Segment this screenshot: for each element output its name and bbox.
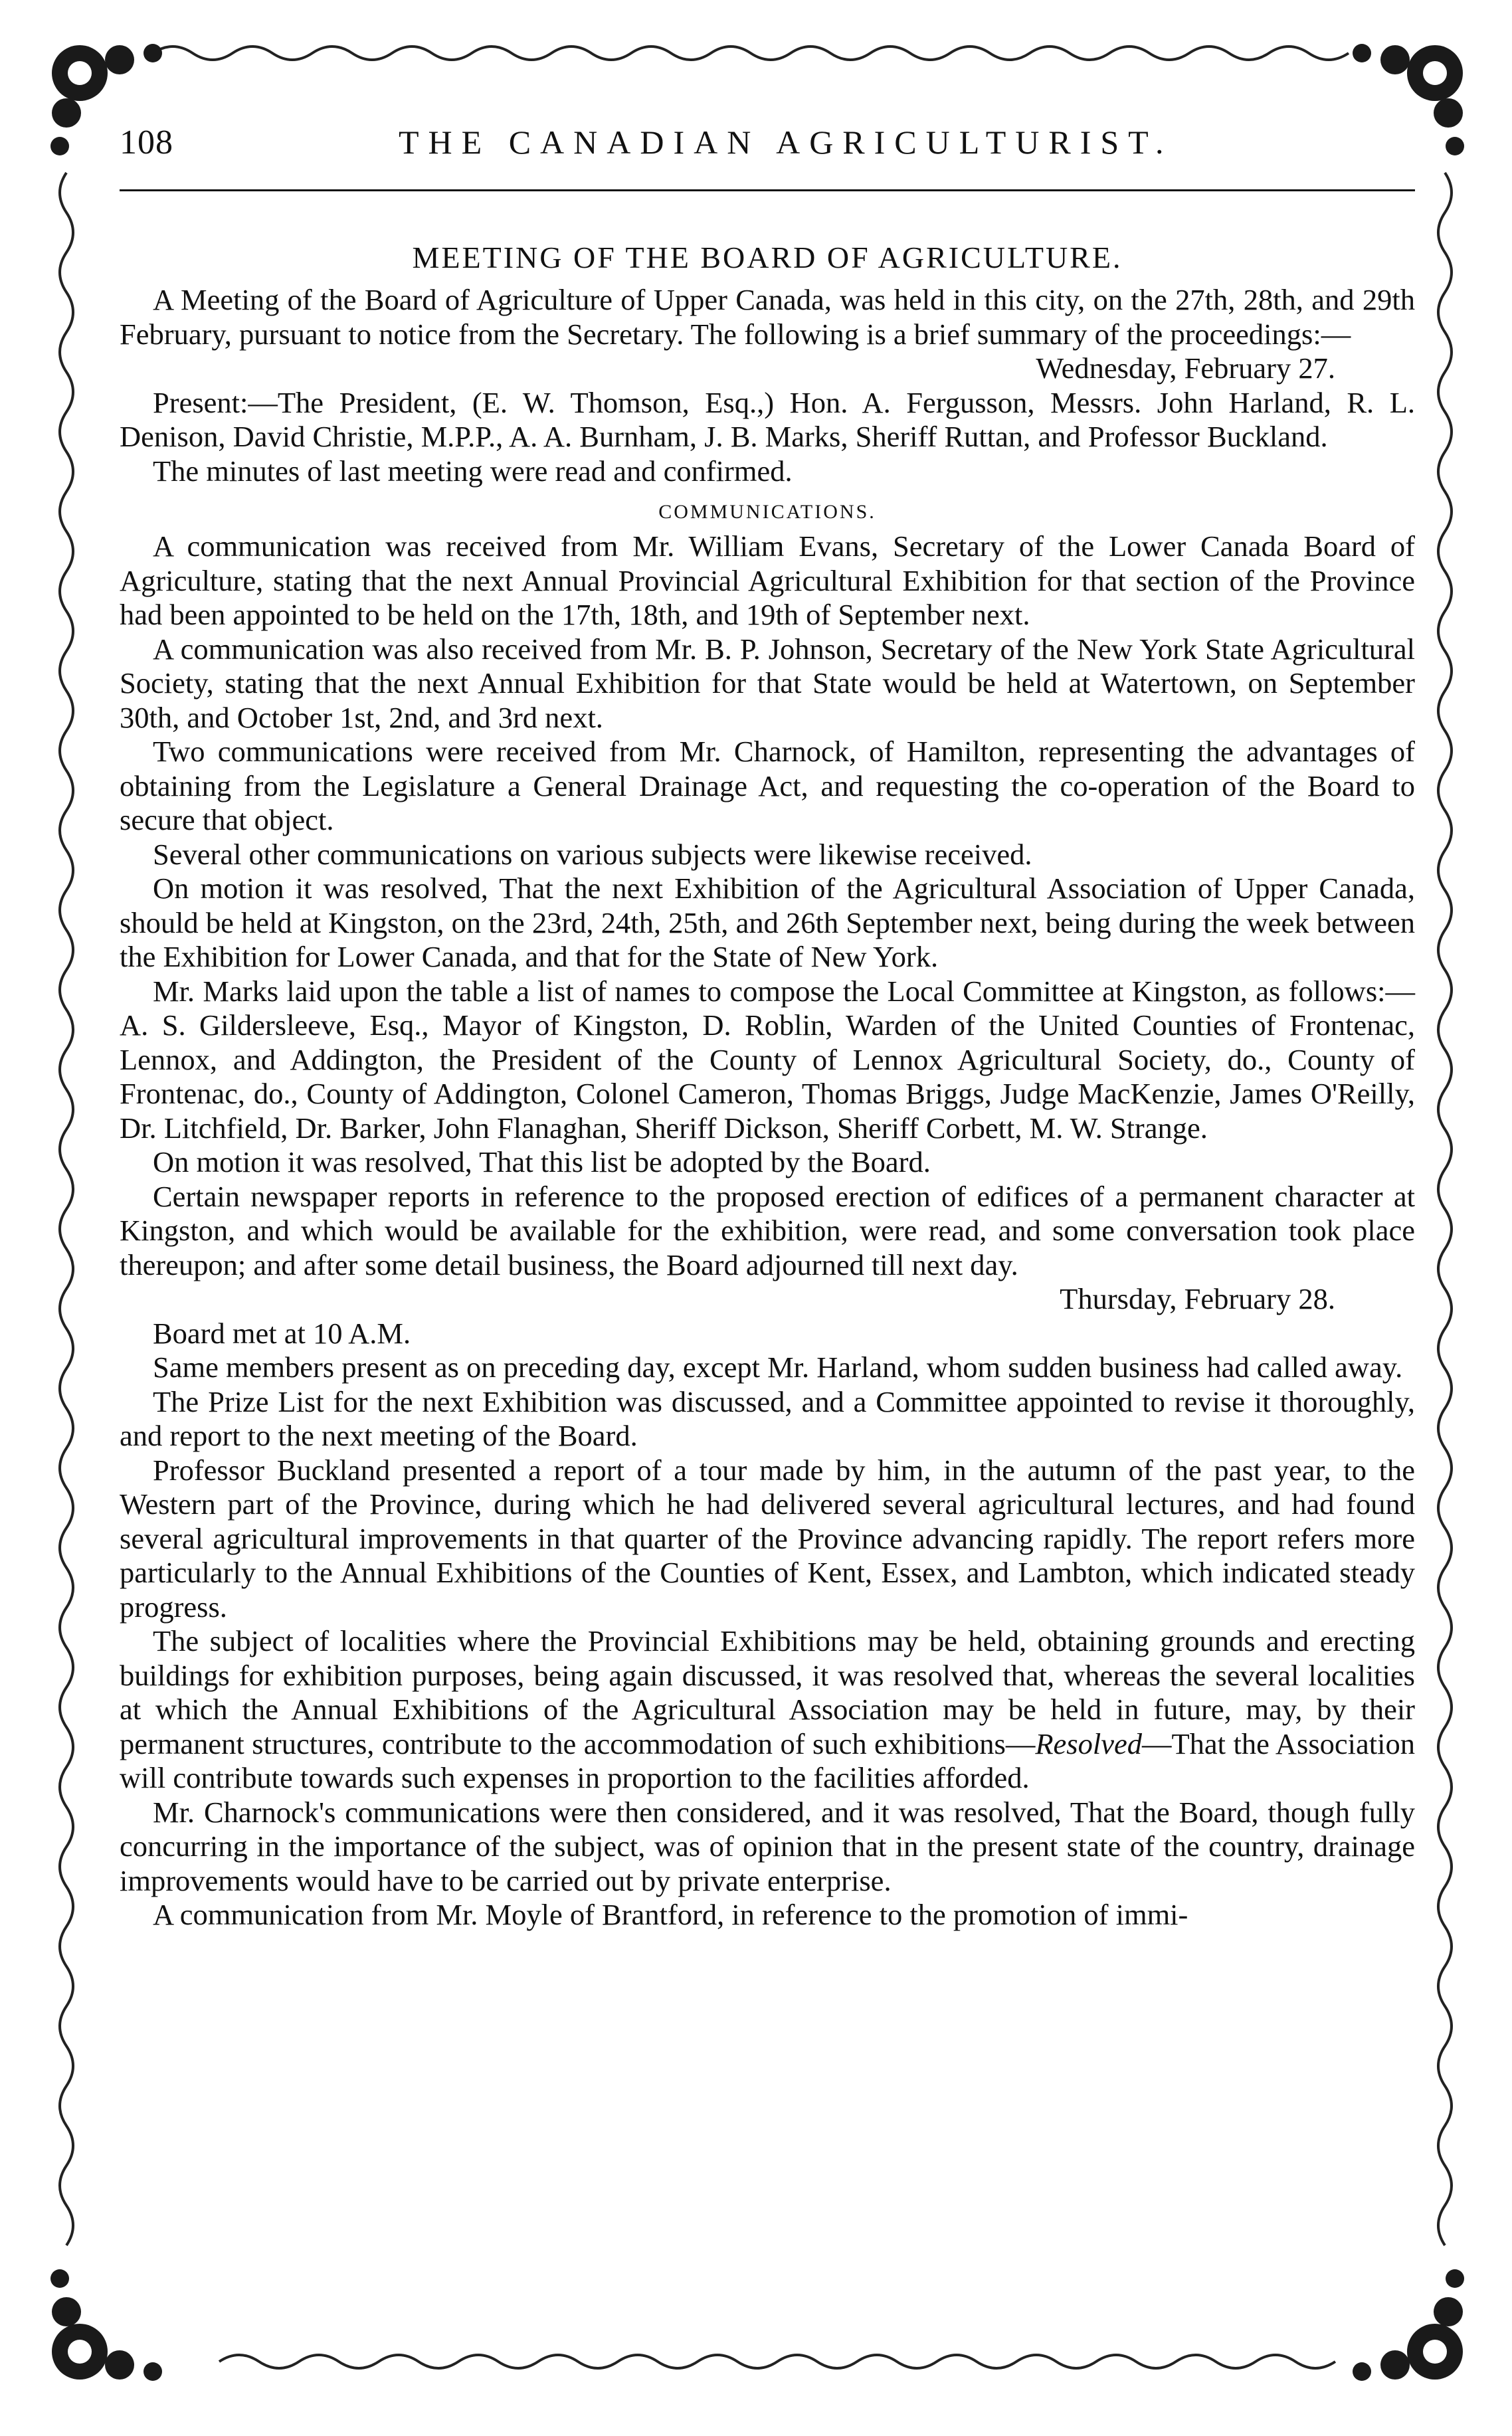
paragraph-present: Present:—The President, (E. W. Thomson, Esq.,) Hon. A. Fergusson, Messrs. John Harland, R. L. Denison, David Christie, M.P.P., A. A. Burnham, J. B. Marks, Sheriff Ruttan, and Professor Buckland. — [120, 385, 1415, 453]
paragraph-local-committee: Mr. Marks laid upon the table a list of names to compose the Local Committee at Kingston, as follows:—A. S. Gildersleeve, Esq., Mayor of Kingston, D. Roblin, Warden of the United Counties of Frontenac, Lennox, and Addington, the President of the County of Lennox Agricultural Society, do., County of Frontenac, do., County of Addington, Colonel Cameron, Thomas Briggs, Judge MacKenzie, James O'Reilly, Dr. Litchfield, Dr. Barker, John Flanaghan, Sheriff Dickson, Sheriff Corbett, M. W. Strange. — [120, 974, 1415, 1145]
paragraph-moyle: A communication from Mr. Moyle of Brantford, in reference to the promotion of immi- — [153, 1898, 1188, 1931]
page-header — [120, 116, 1415, 176]
header-rule — [120, 189, 1415, 191]
paragraph-buckland-report: Professor Buckland presented a report of a tour made by him, in the autumn of the past year, to the Western part of the Province, during which he had delivered several agricultural lectures, and had found several agricultural improvements in that quarter of the Province advancing rapidly. The report refers more particularly to the Annual Exhibitions of the Counties of Kent, Essex, and Lambton, which indicated steady progress. — [120, 1453, 1415, 1624]
paragraph-communication-evans: A communication was received from Mr. William Evans, Secretary of the Lower Canada Board of Agriculture, stating that the next Annual Provincial Agricultural Exhibition for that section of the Province had been appointed to be held on the 17th, 18th, and 19th of September next. — [120, 529, 1415, 631]
article-body — [120, 219, 1415, 1932]
localities-resolved: Resolved — [1035, 1727, 1142, 1760]
running-title: THE CANADIAN AGRICULTURIST. — [399, 124, 1173, 161]
corner-ornament-bottom-left — [50, 2269, 162, 2381]
paragraph-same-members: Same members present as on preceding day, except Mr. Harland, whom sudden business had called away. — [153, 1351, 1403, 1384]
paragraph-communication-johnson: A communication was also received from Mr. B. P. Johnson, Secretary of the New York State Agricultural Society, stating that the next Annual Exhibition for that State would be held at Watertown, on September 30th, and October 1st, 2nd, and 3rd next. — [120, 632, 1415, 734]
paragraph-prize-list: The Prize List for the next Exhibition was discussed, and a Committee appointed to revise it thoroughly, and report to the next meeting of the Board. — [120, 1384, 1415, 1452]
dateline-wednesday: Wednesday, February 27. — [1036, 351, 1335, 385]
page-number: 108 — [120, 124, 173, 161]
section-heading-communications: COMMUNICATIONS. — [658, 501, 876, 523]
paragraph-motion-adopt-list: On motion it was resolved, That this list be adopted by the Board. — [153, 1145, 931, 1178]
paragraph-intro: A Meeting of the Board of Agriculture of Upper Canada, was held in this city, on the 27th, 28th, and 29th February, pursuant to notice from the Secretary. The following is a brief summary of the proceedings:— — [120, 283, 1415, 351]
corner-ornament-bottom-right — [1353, 2269, 1464, 2381]
paragraph-board-met: Board met at 10 A.M. — [153, 1316, 411, 1350]
dateline-thursday: Thursday, February 28. — [1060, 1282, 1335, 1315]
article-title: MEETING OF THE BOARD OF AGRICULTURE. — [412, 240, 1123, 274]
paragraph-charnock-drainage: Mr. Charnock's communications were then considered, and it was resolved, That the Board, though fully concurring in the importance of the subject, was of opinion that in the present state of the country, drainage improvements would have to be carried out by private enterprise. — [120, 1795, 1415, 1897]
paragraph-localities — [120, 1624, 1415, 1796]
paragraph-communication-charnock: Two communications were received from Mr. Charnock, of Hamilton, representing the advantages of obtaining from the Legislature a General Drainage Act, and requesting the co-operation of the Board to secure that object. — [120, 735, 1415, 836]
paragraph-other-communications: Several other communications on various subjects were likewise received. — [153, 837, 1032, 871]
paragraph-motion-kingston: On motion it was resolved, That the next Exhibition of the Agricultural Association of Upper Canada, should be held at Kingston, on the 23rd, 24th, 25th, and 26th September next, being during the week between the Exhibition for Lower Canada, and that for the State of New York. — [120, 872, 1415, 973]
localities-text-b: —That the Association will contribute towards such expenses in proportion to the facilities afforded. — [120, 1727, 1415, 1794]
paragraph-minutes: The minutes of last meeting were read and confirmed. — [153, 454, 793, 488]
paragraph-newspaper-reports: Certain newspaper reports in reference to the proposed erection of edifices of a permanent character at Kingston, and which would be available for the exhibition, were read, and some conversation took place thereupon; and after some detail business, the Board adjourned till next day. — [120, 1179, 1415, 1281]
localities-text-a: The subject of localities where the Provincial Exhibitions may be held, obtaining grounds and erecting buildings for exhibition purposes, being again discussed, it was resolved that, whereas the several localities at which the Annual Exhibitions of the Agricultural Association may be held in future, may, by their permanent structures, contribute to the accommodation of such exhibitions— — [120, 1624, 1415, 1760]
